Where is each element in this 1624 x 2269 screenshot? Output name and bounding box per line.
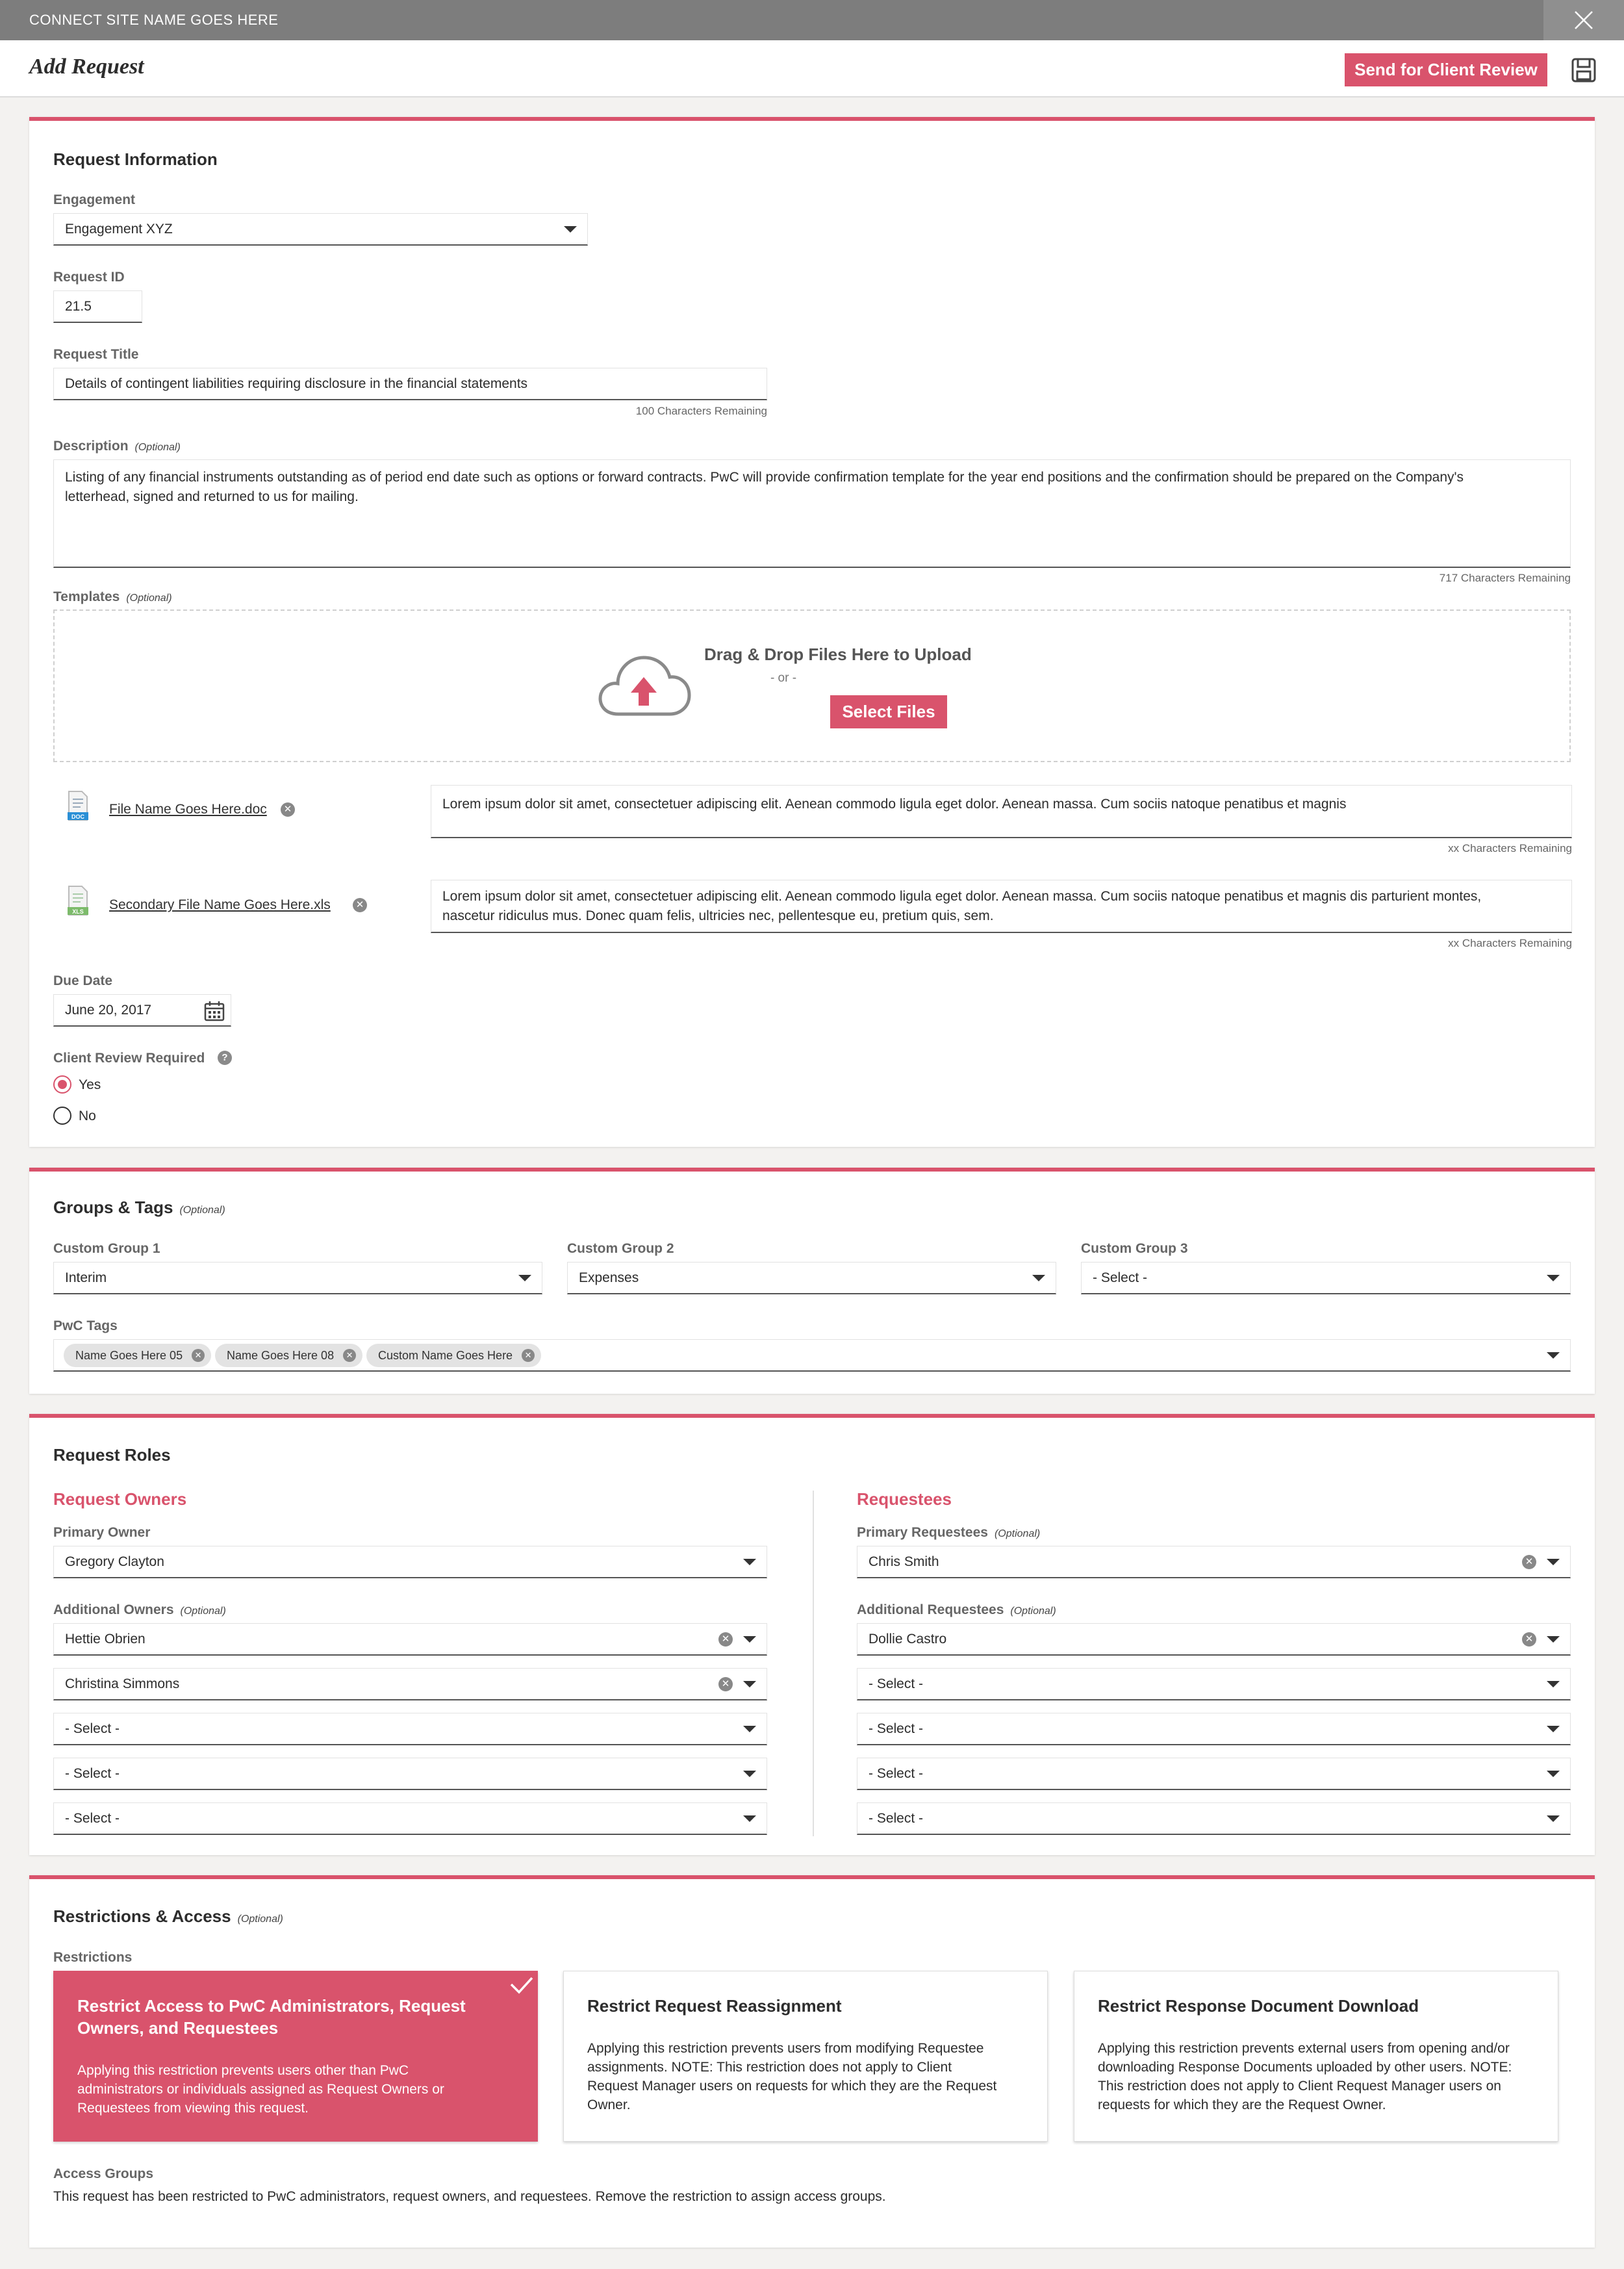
doc-file-type: DOC <box>71 814 84 820</box>
request-owners-heading: Request Owners <box>53 1489 187 1509</box>
primary-requestee-value: Chris Smith <box>869 1554 939 1569</box>
restrictions-access-card <box>29 1875 1595 2248</box>
roles-divider <box>813 1491 814 1836</box>
chevron-down-icon <box>743 1636 756 1643</box>
restriction-card-reassignment[interactable] <box>563 1971 1048 2142</box>
primary-owner-label: Primary Owner <box>53 1525 151 1540</box>
file-description-textarea[interactable] <box>431 880 1572 933</box>
remove-tag-icon[interactable]: ✕ <box>192 1349 205 1362</box>
additional-requestee-select[interactable] <box>857 1713 1571 1745</box>
custom-group-3-value: - Select - <box>1093 1270 1148 1285</box>
site-name: CONNECT SITE NAME GOES HERE <box>29 12 279 28</box>
additional-owner-select[interactable] <box>53 1802 767 1835</box>
file-description-textarea[interactable] <box>431 785 1572 838</box>
close-button[interactable] <box>1543 0 1624 40</box>
help-icon[interactable]: ? <box>218 1051 232 1065</box>
request-id-input[interactable] <box>53 290 142 323</box>
chevron-down-icon <box>1547 1771 1560 1777</box>
restriction-card-download[interactable] <box>1074 1971 1558 2142</box>
client-review-no-label: No <box>79 1109 96 1123</box>
section-title: Request Roles <box>53 1445 171 1465</box>
client-review-label: Client Review Required <box>53 1051 205 1066</box>
clear-selection-icon[interactable]: ✕ <box>718 1677 733 1691</box>
primary-owner-value: Gregory Clayton <box>65 1554 164 1569</box>
description-line: letterhead, signed and returned to us for mailing. <box>65 489 359 504</box>
remove-file-icon[interactable]: ✕ <box>353 898 367 912</box>
chevron-down-icon <box>743 1726 756 1732</box>
section-title: Restrictions & Access (Optional) <box>53 1906 283 1926</box>
page-title: Add Request <box>29 55 144 79</box>
clear-selection-icon[interactable]: ✕ <box>718 1632 733 1647</box>
additional-owner-value: - Select - <box>65 1810 120 1826</box>
additional-owners-label: Additional Owners (Optional) <box>53 1602 226 1617</box>
remove-tag-icon[interactable]: ✕ <box>522 1349 535 1362</box>
custom-group-1-label: Custom Group 1 <box>53 1241 160 1256</box>
chevron-down-icon <box>743 1559 756 1565</box>
drag-drop-text: Drag & Drop Files Here to Upload <box>704 645 972 664</box>
custom-group-2-value: Expenses <box>579 1270 639 1285</box>
chevron-down-icon <box>743 1815 756 1822</box>
clear-selection-icon[interactable]: ✕ <box>1522 1555 1536 1569</box>
request-information-card <box>29 117 1595 1147</box>
additional-owner-select[interactable] <box>53 1668 767 1700</box>
file-description-remaining: xx Characters Remaining <box>1448 842 1572 854</box>
description-textarea[interactable] <box>53 459 1571 568</box>
tag-label: Name Goes Here 08 <box>227 1349 335 1362</box>
primary-owner-select[interactable] <box>53 1546 767 1578</box>
pwc-tags-select[interactable] <box>53 1339 1571 1372</box>
chevron-down-icon <box>1547 1815 1560 1822</box>
chevron-down-icon <box>1547 1681 1560 1687</box>
top-bar <box>0 0 1624 40</box>
client-review-yes-radio[interactable] <box>53 1075 71 1094</box>
description-line: Listing of any financial instruments outstanding as of period end date such as options or forward contracts. PwC will provide confirmation template for the year end positions and the confirmation should be prepared on the Company's <box>65 470 1464 485</box>
custom-group-3-label: Custom Group 3 <box>1081 1241 1188 1256</box>
additional-requestee-value: - Select - <box>869 1810 924 1826</box>
chevron-down-icon <box>518 1275 531 1281</box>
additional-requestee-value: - Select - <box>869 1765 924 1781</box>
chevron-down-icon <box>1547 1559 1560 1565</box>
due-date-label: Due Date <box>53 973 113 988</box>
due-date-value: June 20, 2017 <box>65 1002 152 1018</box>
file-description-line: Lorem ipsum dolor sit amet, consectetuer adipiscing elit. Aenean commodo ligula eget dolor. Aenean massa. Cum sociis natoque penatibus et magnis dis parturient montes, <box>442 889 1482 904</box>
remove-tag-icon[interactable]: ✕ <box>343 1349 356 1362</box>
restriction-card-access[interactable] <box>53 1971 538 2142</box>
engagement-label: Engagement <box>53 192 136 207</box>
doc-file-icon <box>66 790 90 821</box>
tag-chip <box>215 1344 362 1367</box>
custom-group-2-label: Custom Group 2 <box>567 1241 674 1256</box>
chevron-down-icon <box>1547 1352 1560 1359</box>
access-groups-text: This request has been restricted to PwC administrators, request owners, and requestees. Remove the restriction to assign access groups. <box>53 2189 886 2204</box>
file-description-line: Lorem ipsum dolor sit amet, consectetuer adipiscing elit. Aenean commodo ligula eget dolor. Aenean massa. Cum sociis natoque penatibus et magnis <box>442 797 1347 812</box>
chevron-down-icon <box>1547 1726 1560 1732</box>
tag-chip <box>366 1344 541 1367</box>
due-date-input[interactable] <box>53 994 231 1027</box>
file-drop-zone[interactable] <box>53 609 1571 762</box>
pwc-tags-label: PwC Tags <box>53 1318 118 1333</box>
custom-group-2-select[interactable] <box>567 1262 1056 1294</box>
engagement-value: Engagement XYZ <box>65 221 173 237</box>
groups-tags-card <box>29 1168 1595 1394</box>
additional-owner-value: - Select - <box>65 1721 120 1736</box>
chevron-down-icon <box>1547 1275 1560 1281</box>
request-title-input[interactable] <box>53 368 767 400</box>
additional-requestee-select[interactable] <box>857 1758 1571 1790</box>
additional-requestee-value: - Select - <box>869 1676 924 1691</box>
cloud-upload-icon <box>596 652 693 719</box>
additional-owner-select[interactable] <box>53 1758 767 1790</box>
custom-group-1-value: Interim <box>65 1270 107 1285</box>
clear-selection-icon[interactable]: ✕ <box>1522 1632 1536 1647</box>
xls-file-type: XLS <box>72 908 84 915</box>
additional-requestee-value: Dollie Castro <box>869 1631 947 1647</box>
tag-label: Name Goes Here 05 <box>75 1349 183 1362</box>
file-name-link[interactable]: Secondary File Name Goes Here.xls <box>109 897 331 912</box>
request-id-value: 21.5 <box>65 298 92 314</box>
chevron-down-icon <box>1547 1636 1560 1643</box>
file-description-remaining: xx Characters Remaining <box>1448 937 1572 949</box>
tag-chip <box>64 1344 211 1367</box>
description-label: Description (Optional) <box>53 439 181 454</box>
additional-requestee-select[interactable] <box>857 1668 1571 1700</box>
additional-requestees-label: Additional Requestees (Optional) <box>857 1602 1056 1617</box>
chevron-down-icon <box>1032 1275 1045 1281</box>
custom-group-3-select[interactable] <box>1081 1262 1571 1294</box>
send-for-client-review-button[interactable]: Send for Client Review <box>1345 53 1547 86</box>
selected-check-icon <box>485 1971 537 2023</box>
restriction-card-description: Applying this restriction prevents users from modifying Requestee assignments. NOTE: This restriction does not apply to Client Request Manager users on requests for which they are the Request Owner. <box>587 2041 997 2112</box>
tag-label: Custom Name Goes Here <box>378 1349 513 1362</box>
custom-group-1-select[interactable] <box>53 1262 542 1294</box>
request-title-value: Details of contingent liabilities requiring disclosure in the financial statements <box>65 376 528 391</box>
or-text: - or - <box>770 671 797 685</box>
restriction-card-title: Restrict Access to PwC Administrators, Request Owners, and Requestees <box>77 1996 466 2038</box>
description-remaining: 717 Characters Remaining <box>1439 572 1571 584</box>
additional-requestee-select[interactable] <box>857 1623 1571 1656</box>
restrictions-label: Restrictions <box>53 1950 133 1965</box>
remove-file-icon[interactable]: ✕ <box>281 802 295 817</box>
close-icon <box>1573 10 1594 31</box>
file-name-link[interactable]: File Name Goes Here.doc <box>109 802 267 817</box>
calendar-icon[interactable] <box>203 1000 225 1022</box>
request-title-remaining: 100 Characters Remaining <box>635 405 767 417</box>
save-icon[interactable] <box>1571 57 1597 83</box>
restriction-card-description: Applying this restriction prevents external users from opening and/or downloading Response Documents uploaded by other users. NOTE: This restriction does not apply to Client Request Manager users on requests for which they are the Request Owner. <box>1098 2041 1512 2112</box>
section-title: Request Information <box>53 149 218 169</box>
primary-requestees-label: Primary Requestees (Optional) <box>857 1525 1041 1540</box>
client-review-no-radio[interactable] <box>53 1107 71 1125</box>
xls-file-icon <box>66 885 90 916</box>
additional-owner-value: Hettie Obrien <box>65 1631 146 1647</box>
request-roles-card <box>29 1414 1595 1855</box>
client-review-yes-label: Yes <box>79 1077 101 1092</box>
engagement-select[interactable] <box>53 213 588 246</box>
access-groups-label: Access Groups <box>53 2166 154 2181</box>
additional-requestee-value: - Select - <box>869 1721 924 1736</box>
additional-owner-value: Christina Simmons <box>65 1676 180 1691</box>
additional-owner-select[interactable] <box>53 1713 767 1745</box>
requestees-heading: Requestees <box>857 1489 952 1509</box>
restriction-card-title: Restrict Response Document Download <box>1098 1996 1419 2016</box>
chevron-down-icon <box>743 1681 756 1687</box>
additional-owner-value: - Select - <box>65 1765 120 1781</box>
primary-requestee-select[interactable] <box>857 1546 1571 1578</box>
templates-label: Templates (Optional) <box>53 589 172 604</box>
file-description-line: nascetur ridiculus mus. Donec quam felis, ultricies nec, pellentesque eu, pretium quis, sem. <box>442 908 994 923</box>
select-files-button[interactable]: Select Files <box>830 695 947 728</box>
restriction-card-description: Applying this restriction prevents users other than PwC administrators or individuals assigned as Request Owners or Requestees from viewing this request. <box>77 2063 444 2116</box>
additional-requestee-select[interactable] <box>857 1802 1571 1835</box>
request-title-label: Request Title <box>53 347 139 362</box>
restriction-card-title: Restrict Request Reassignment <box>587 1996 842 2016</box>
chevron-down-icon <box>743 1771 756 1777</box>
additional-owner-select[interactable] <box>53 1623 767 1656</box>
chevron-down-icon <box>564 226 577 233</box>
request-id-label: Request ID <box>53 270 125 285</box>
page-header <box>0 40 1624 97</box>
section-title: Groups & Tags (Optional) <box>53 1198 225 1217</box>
